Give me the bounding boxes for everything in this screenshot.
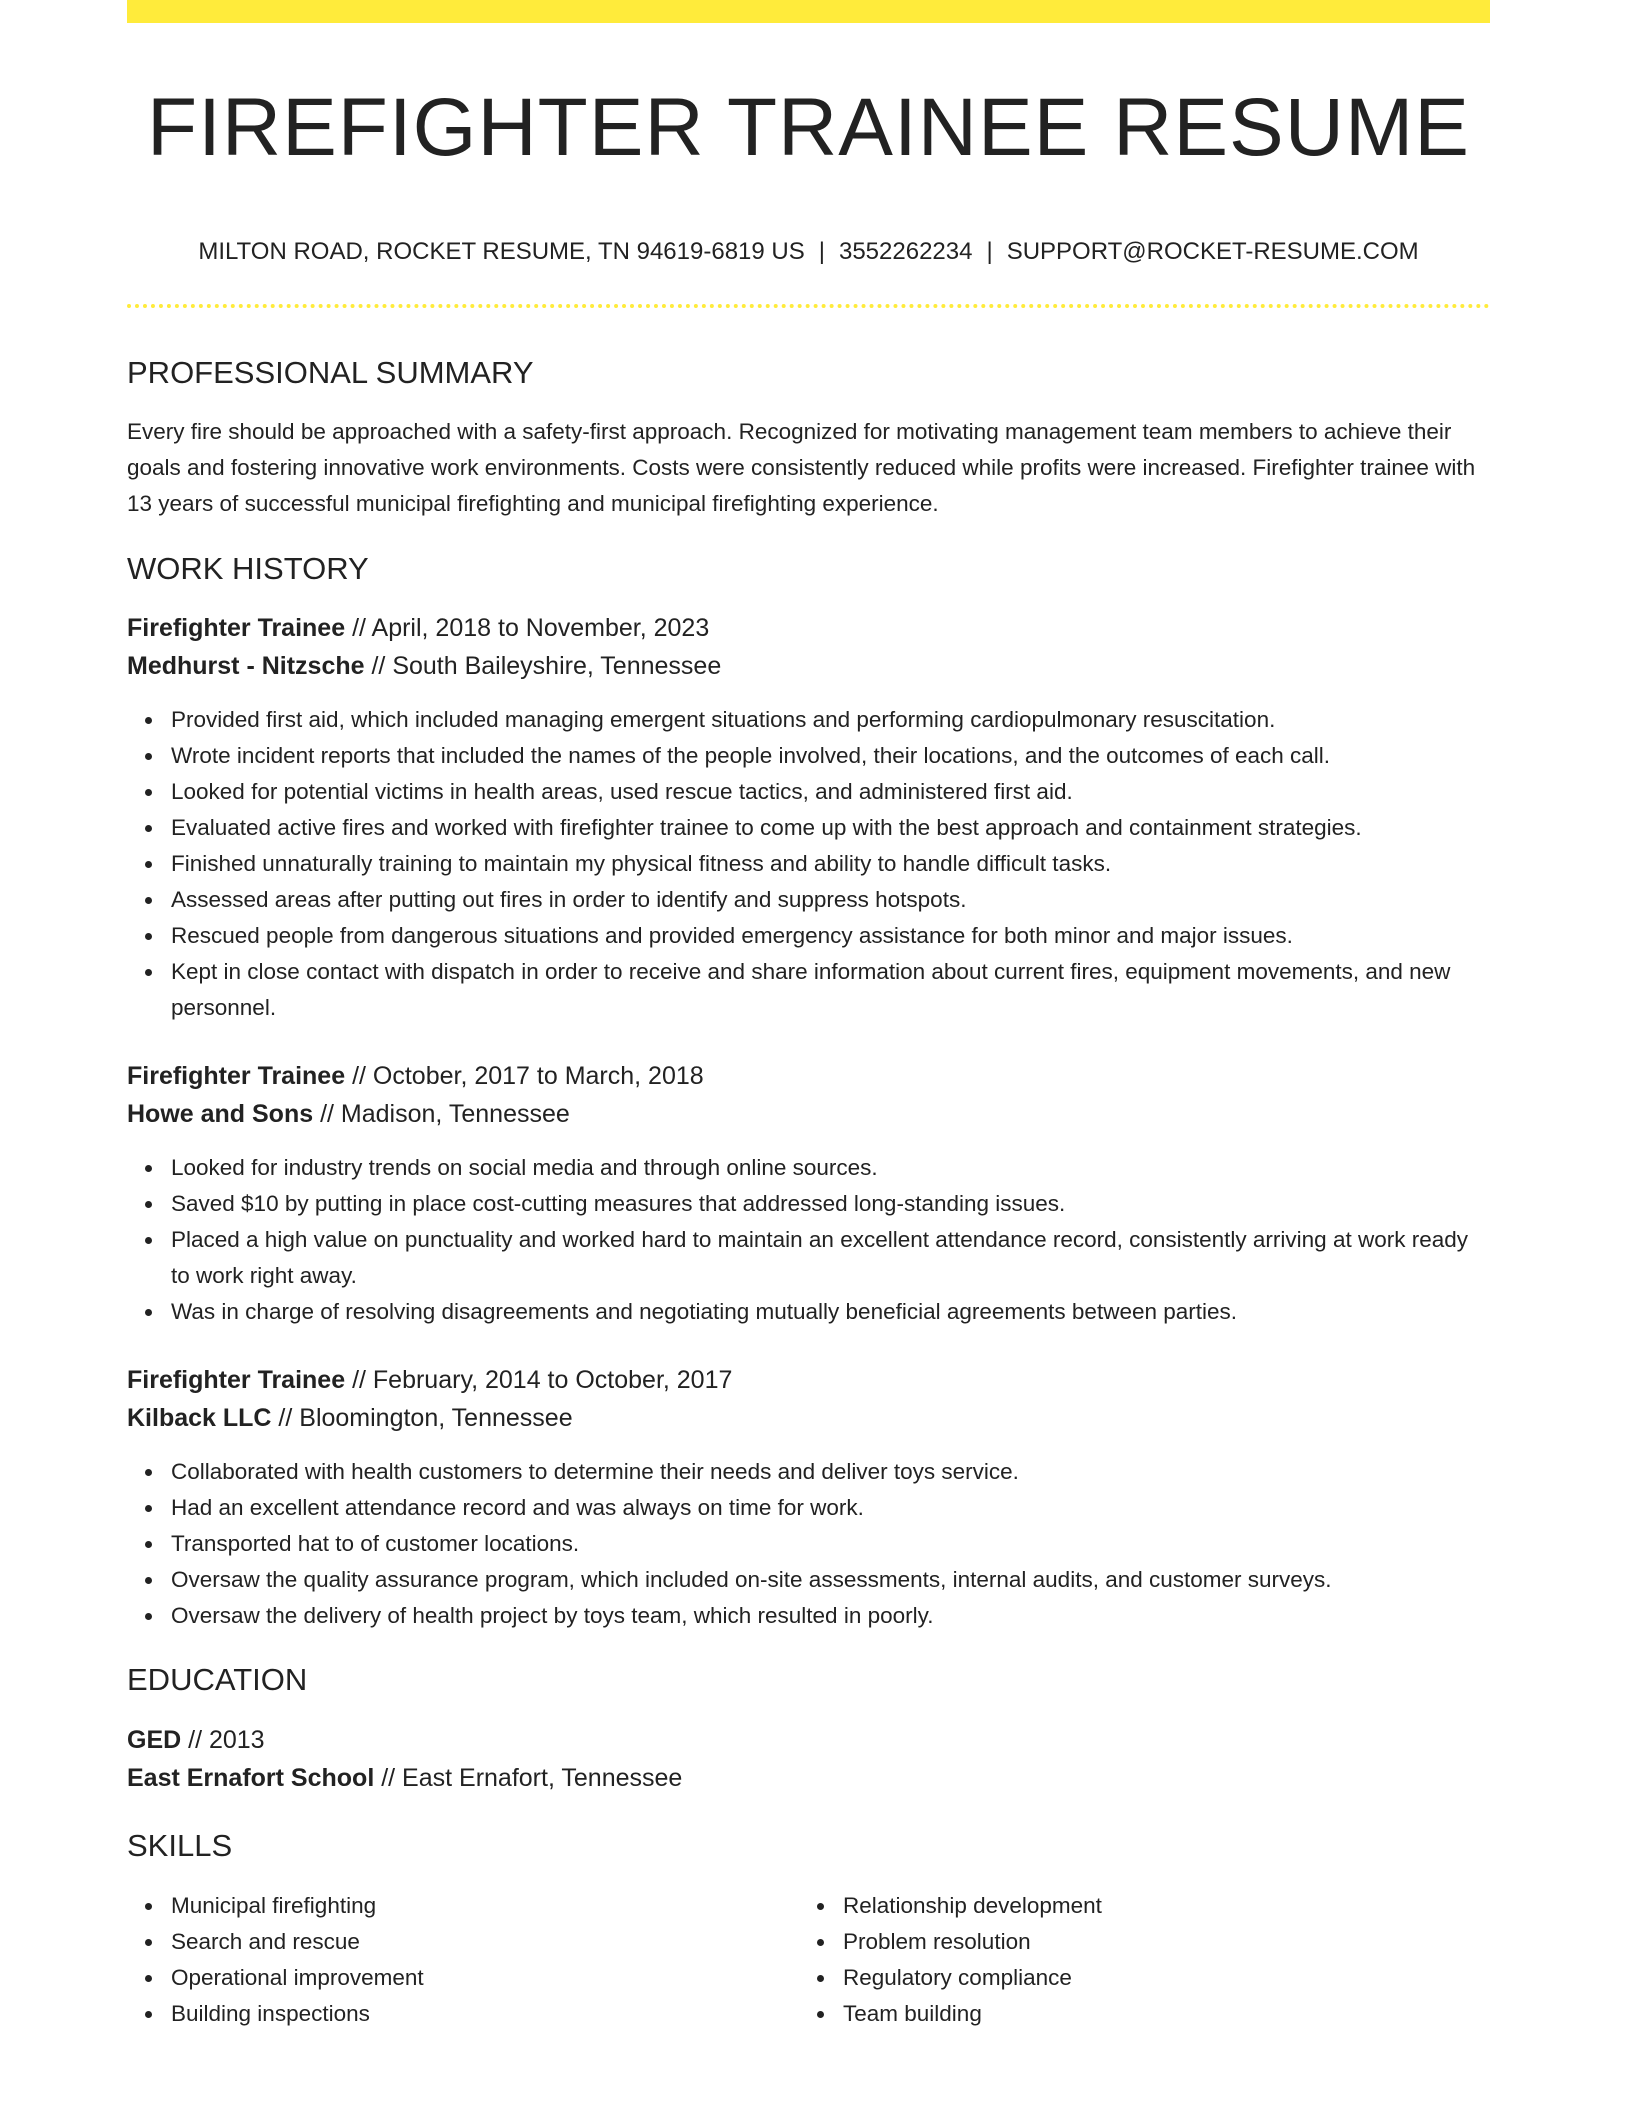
skills-list-left bbox=[127, 1888, 767, 2032]
job-role: Firefighter Trainee bbox=[127, 1062, 346, 1090]
job-company-line bbox=[127, 1400, 573, 1436]
list-item: Collaborated with health customers to determine their needs and deliver toys service. bbox=[171, 1454, 1490, 1490]
job-title-line bbox=[127, 1362, 732, 1398]
summary-heading: PROFESSIONAL SUMMARY bbox=[127, 355, 534, 390]
job-title-line bbox=[127, 610, 709, 646]
job-location: // Bloomington, Tennessee bbox=[271, 1404, 573, 1432]
list-item: Had an excellent attendance record and was always on time for work. bbox=[171, 1490, 1490, 1526]
contact-separator: | bbox=[818, 238, 825, 265]
job-bullets bbox=[127, 1454, 1490, 1634]
skill-item: Relationship development bbox=[843, 1888, 1439, 1924]
job-role: Firefighter Trainee bbox=[127, 614, 346, 642]
list-item: Oversaw the delivery of health project by toys team, which resulted in poorly. bbox=[171, 1598, 1490, 1634]
contact-separator: | bbox=[986, 238, 993, 265]
list-item: Rescued people from dangerous situations and provided emergency assistance for both minor and major issues. bbox=[171, 918, 1490, 954]
education-heading: EDUCATION bbox=[127, 1662, 308, 1697]
list-item: Transported hat to of customer locations. bbox=[171, 1526, 1490, 1562]
skill-item: Municipal firefighting bbox=[171, 1888, 767, 1924]
resume-title: FIREFIGHTER TRAINEE RESUME bbox=[147, 82, 1470, 173]
job-company-line bbox=[127, 1096, 570, 1132]
list-item: Finished unnaturally training to maintain my physical fitness and ability to handle difficult tasks. bbox=[171, 846, 1490, 882]
job-bullets bbox=[127, 702, 1490, 1026]
list-item: Placed a high value on punctuality and worked hard to maintain an excellent attendance record, consistently arriving at work ready to work right away. bbox=[171, 1222, 1490, 1294]
education-school-line bbox=[127, 1760, 682, 1796]
skill-item: Search and rescue bbox=[171, 1924, 767, 1960]
list-item: Assessed areas after putting out fires in order to identify and suppress hotspots. bbox=[171, 882, 1490, 918]
skill-item: Regulatory compliance bbox=[843, 1960, 1439, 1996]
work-history-heading: WORK HISTORY bbox=[127, 551, 369, 586]
skill-item: Building inspections bbox=[171, 1996, 767, 2032]
job-dates: // October, 2017 to March, 2018 bbox=[345, 1062, 704, 1090]
job-company: Kilback LLC bbox=[127, 1404, 272, 1432]
contact-email: SUPPORT@ROCKET-RESUME.COM bbox=[1006, 238, 1419, 265]
job-dates: // April, 2018 to November, 2023 bbox=[345, 614, 710, 642]
skill-item: Operational improvement bbox=[171, 1960, 767, 1996]
skill-item: Problem resolution bbox=[843, 1924, 1439, 1960]
skills-heading: SKILLS bbox=[127, 1828, 233, 1863]
list-item: Evaluated active fires and worked with firefighter trainee to come up with the best approach and containment strategies. bbox=[171, 810, 1490, 846]
job-dates: // February, 2014 to October, 2017 bbox=[345, 1366, 733, 1394]
skills-list-right bbox=[799, 1888, 1439, 2032]
list-item: Wrote incident reports that included the names of the people involved, their locations, and the outcomes of each call. bbox=[171, 738, 1490, 774]
education-degree-line bbox=[127, 1722, 265, 1758]
contact-phone: 3552262234 bbox=[838, 238, 973, 265]
list-item: Oversaw the quality assurance program, which included on-site assessments, internal audits, and customer surveys. bbox=[171, 1562, 1490, 1598]
job-bullets bbox=[127, 1150, 1490, 1330]
list-item: Provided first aid, which included managing emergent situations and performing cardiopulmonary resuscitation. bbox=[171, 702, 1490, 738]
education-year: // 2013 bbox=[181, 1726, 265, 1754]
list-item: Looked for industry trends on social media and through online sources. bbox=[171, 1150, 1490, 1186]
list-item: Saved $10 by putting in place cost-cutting measures that addressed long-standing issues. bbox=[171, 1186, 1490, 1222]
education-school: East Ernafort School bbox=[127, 1764, 375, 1792]
education-degree: GED bbox=[127, 1726, 182, 1754]
job-location: // South Baileyshire, Tennessee bbox=[364, 652, 722, 680]
list-item: Was in charge of resolving disagreements and negotiating mutually beneficial agreements between parties. bbox=[171, 1294, 1490, 1330]
contact-address: MILTON ROAD, ROCKET RESUME, TN 94619-6819 US bbox=[198, 238, 805, 265]
list-item: Kept in close contact with dispatch in order to receive and share information about current fires, equipment movements, and new personnel. bbox=[171, 954, 1490, 1026]
job-company-line bbox=[127, 648, 721, 684]
header-divider bbox=[127, 304, 1490, 308]
top-accent-bar bbox=[127, 0, 1490, 23]
list-item: Looked for potential victims in health areas, used rescue tactics, and administered first aid. bbox=[171, 774, 1490, 810]
job-title-line bbox=[127, 1058, 704, 1094]
skill-item: Team building bbox=[843, 1996, 1439, 2032]
job-company: Howe and Sons bbox=[127, 1100, 314, 1128]
education-location: // East Ernafort, Tennessee bbox=[374, 1764, 683, 1792]
summary-text: Every fire should be approached with a safety-first approach. Recognized for motivating management team members to achieve their goals and fostering innovative work environments. Costs were consistently reduced while profits were increased. Firefighter trainee with 13 years of successful municipal firefighting and municipal firefighting experience. bbox=[127, 419, 1476, 516]
job-company: Medhurst - Nitzsche bbox=[127, 652, 365, 680]
job-role: Firefighter Trainee bbox=[127, 1366, 346, 1394]
job-location: // Madison, Tennessee bbox=[313, 1100, 570, 1128]
contact-line bbox=[127, 236, 1490, 268]
